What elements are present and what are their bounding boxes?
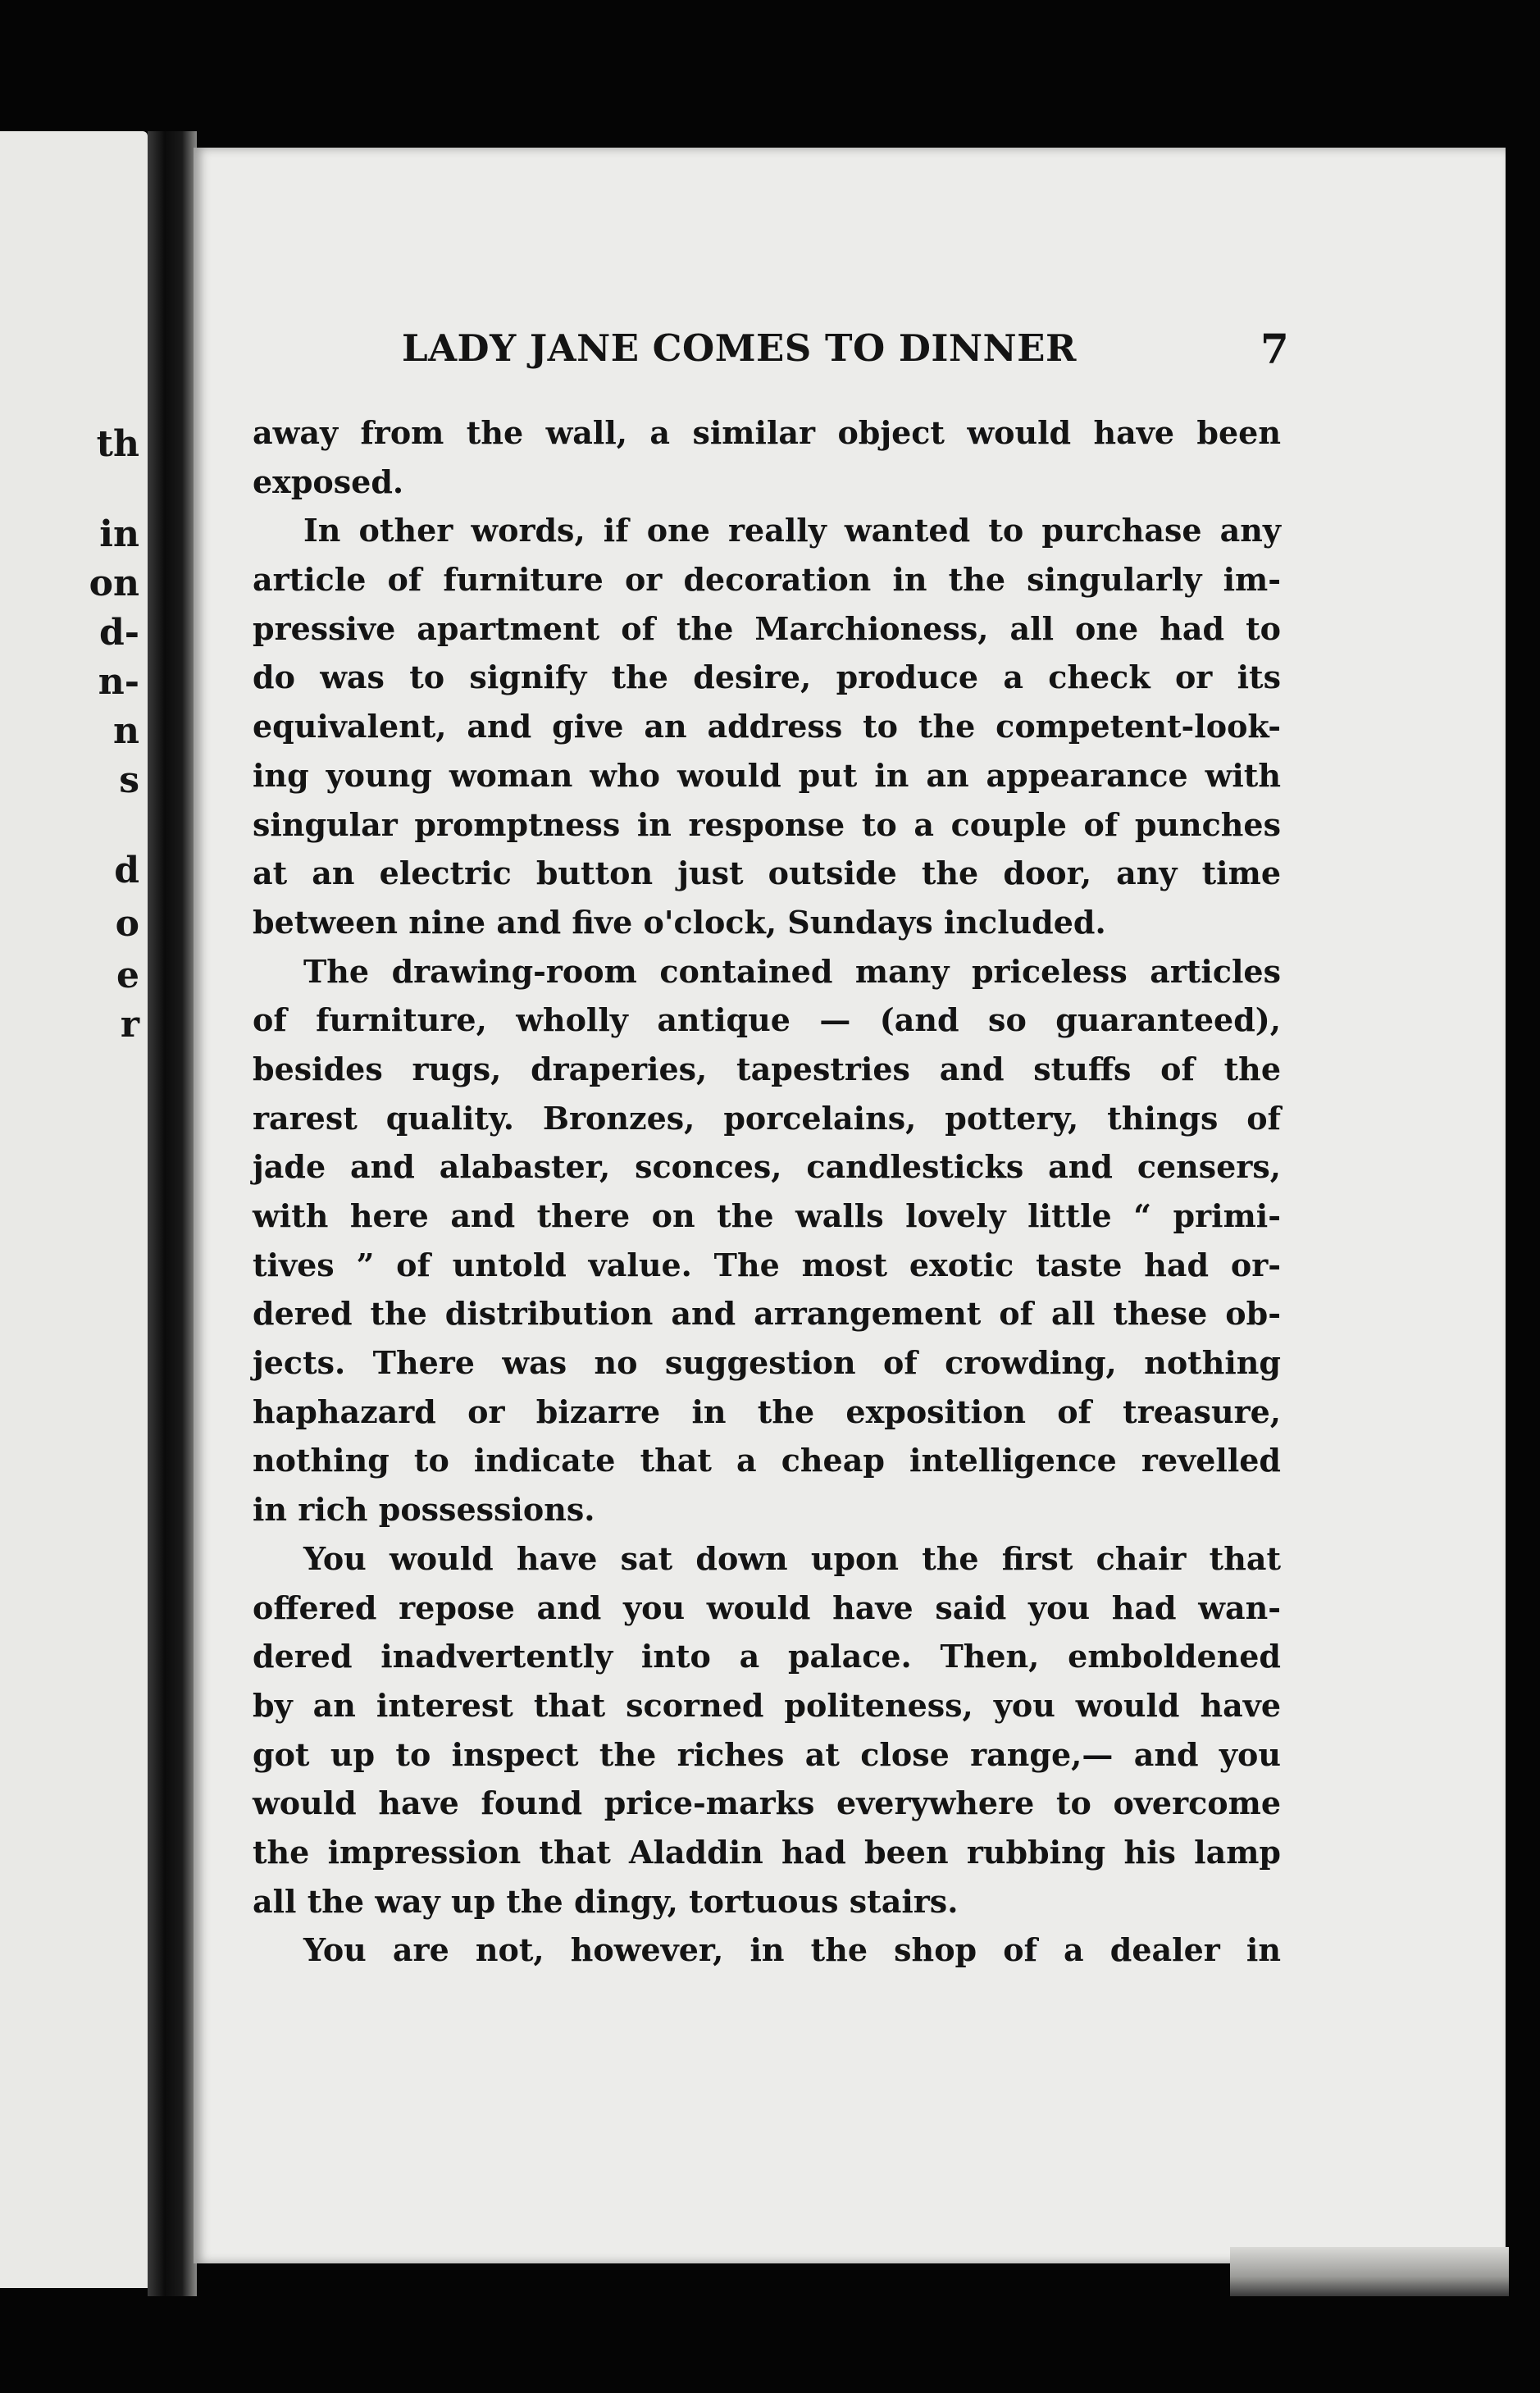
text-line: dered inadvertently into a palace. Then, emboldened	[253, 1638, 1281, 1675]
text-line: with here and there on the walls lovely little “ primi-	[253, 1197, 1281, 1234]
text-line: pressive apartment of the Marchioness, all one had to	[253, 609, 1281, 647]
text-line: in rich possessions.	[253, 1491, 595, 1529]
text-line: exposed.	[253, 463, 404, 500]
facing-page-fragment: th	[96, 423, 139, 465]
text-line: ing young woman who would put in an appearance with	[253, 756, 1281, 794]
text-line: besides rugs, draperies, tapestries and stuffs of the	[253, 1050, 1281, 1087]
text-line: jects. There was no suggestion of crowding, nothing	[253, 1344, 1281, 1382]
facing-page-fragment: n-	[98, 661, 139, 703]
running-head-title: LADY JANE COMES TO DINNER	[402, 326, 1077, 370]
text-line: of furniture, wholly antique — (and so guaranteed),	[253, 1001, 1281, 1039]
book-binding-gutter	[148, 131, 197, 2296]
text-line: offered repose and you would have said you had wan-	[253, 1588, 1281, 1626]
facing-page-fragment: in	[99, 513, 139, 555]
facing-page-fragment: d-	[98, 612, 139, 654]
text-line: haphazard or bizarre in the exposition of treasure,	[253, 1392, 1281, 1430]
text-line: would have found price-marks everywhere to overcome	[253, 1784, 1281, 1822]
facing-page-fragment: d	[114, 850, 139, 891]
text-line: by an interest that scorned politeness, you would have	[253, 1686, 1281, 1724]
text-line: You are not, however, in the shop of a dealer in	[303, 1931, 1281, 1969]
page-number: 7	[1260, 325, 1289, 373]
facing-page-fragment: e	[116, 955, 139, 996]
text-line: In other words, if one really wanted to purchase any	[303, 512, 1281, 549]
text-line: at an electric button just outside the door, any time	[253, 855, 1281, 892]
text-line: rarest quality. Bronzes, porcelains, pottery, things of	[253, 1099, 1281, 1137]
text-line: jade and alabaster, sconces, candlesticks and censers,	[253, 1148, 1281, 1186]
text-line: away from the wall, a similar object would have been	[253, 414, 1281, 451]
text-line: nothing to indicate that a cheap intelligence revelled	[253, 1442, 1281, 1479]
body-text	[253, 408, 1281, 1975]
text-line: You would have sat down upon the first chair that	[303, 1539, 1281, 1577]
text-line: the impression that Aladdin had been rubbing his lamp	[253, 1833, 1281, 1871]
text-line: got up to inspect the riches at close range,— and you	[253, 1735, 1281, 1773]
text-line: dered the distribution and arrangement of all these ob-	[253, 1295, 1281, 1333]
facing-page-fragment: n	[113, 710, 139, 752]
text-line: between nine and five o'clock, Sundays included.	[253, 903, 1106, 941]
facing-page-fragment: s	[119, 759, 139, 801]
text-line: article of furniture or decoration in the singularly im-	[253, 561, 1281, 599]
text-line: singular promptness in response to a couple of punches	[253, 805, 1281, 843]
text-line: all the way up the dingy, tortuous stairs.	[253, 1882, 959, 1920]
page-edges	[1230, 2247, 1509, 2296]
text-line: do was to signify the desire, produce a check or its	[253, 659, 1281, 696]
text-line: The drawing-room contained many priceless articles	[303, 952, 1281, 990]
facing-page-fragment: on	[89, 563, 139, 604]
facing-page-fragment: r	[120, 1004, 139, 1046]
facing-page-fragment: o	[115, 903, 139, 945]
text-line: equivalent, and give an address to the competent-look-	[253, 708, 1281, 745]
text-line: tives ” of untold value. The most exotic taste had or-	[253, 1246, 1281, 1283]
